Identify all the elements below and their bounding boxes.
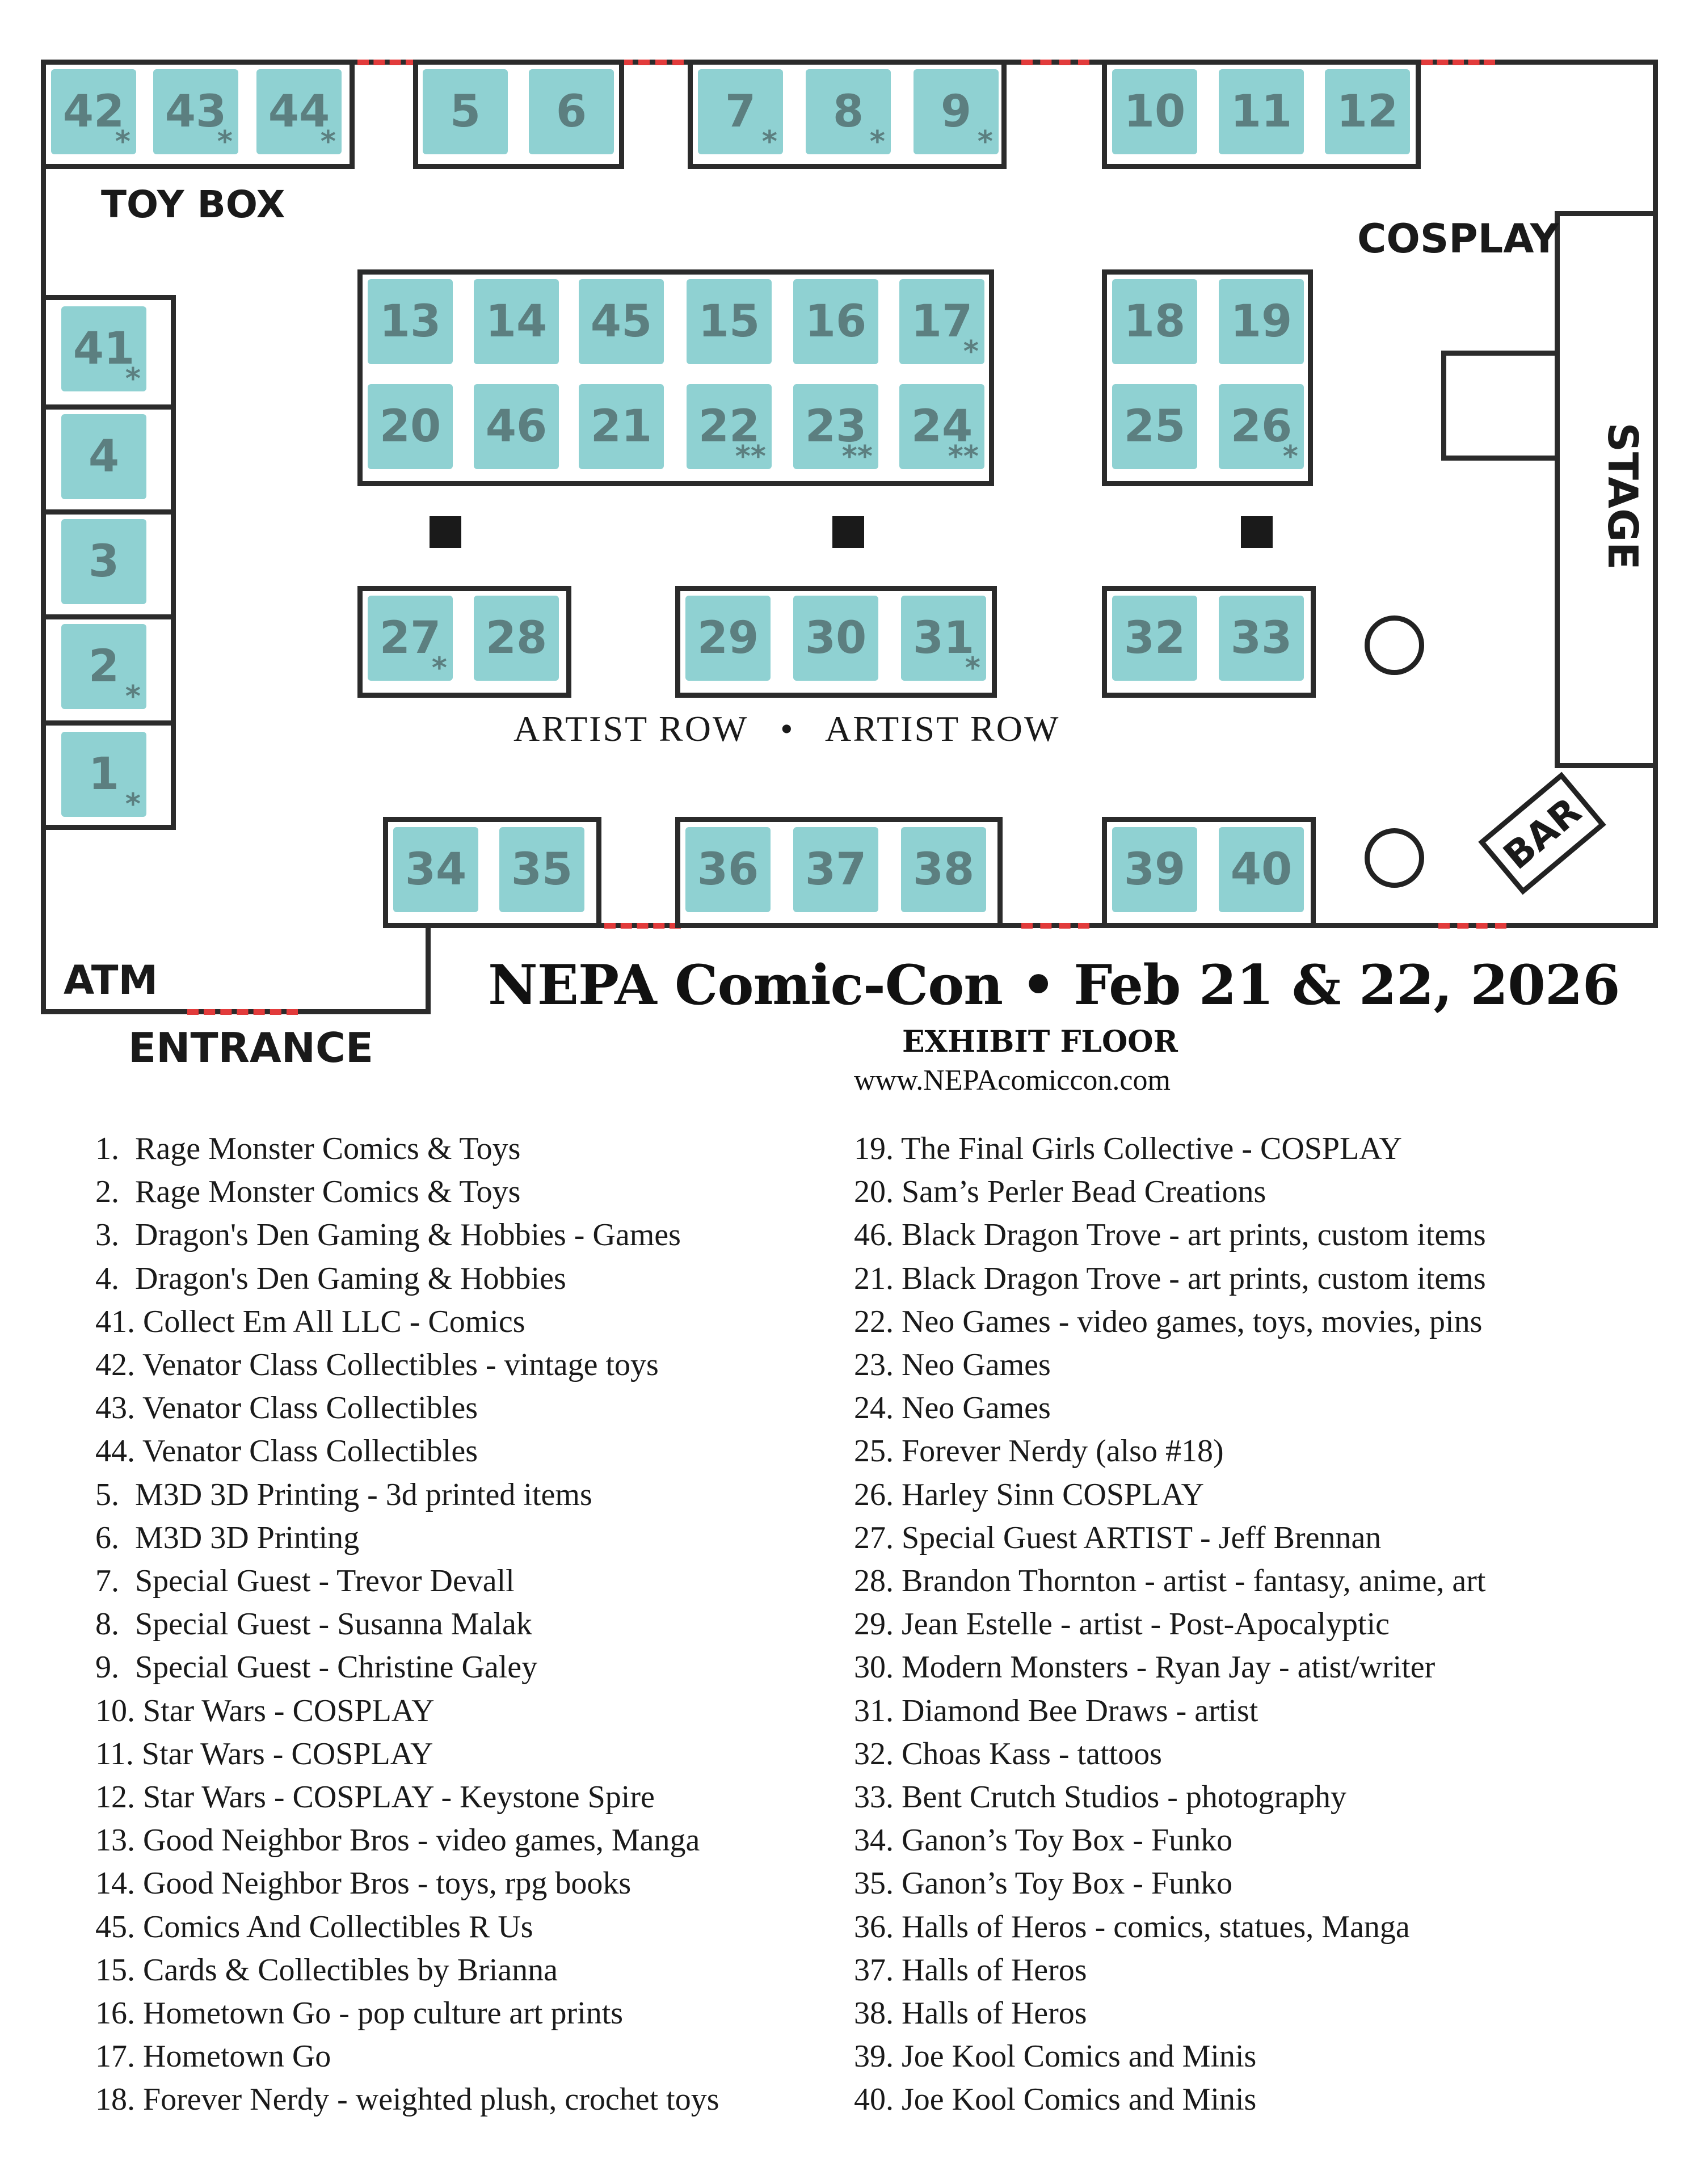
legend-item: 36. Halls of Heros - comics, statues, Manga xyxy=(854,1909,1410,1945)
booth-18[interactable] xyxy=(1112,279,1197,364)
booth-7[interactable] xyxy=(698,69,783,159)
booth-number: 23 xyxy=(805,401,867,452)
booth-number: 9 xyxy=(940,86,972,137)
booth-38[interactable] xyxy=(901,827,986,912)
booth-39[interactable] xyxy=(1112,827,1197,912)
booth-33[interactable] xyxy=(1219,596,1304,681)
booth-number: 27 xyxy=(379,613,441,664)
door-bottom-1 xyxy=(604,923,681,929)
booth-number: 12 xyxy=(1336,86,1399,137)
booth-10[interactable] xyxy=(1112,69,1197,154)
booth-23[interactable] xyxy=(793,384,878,474)
pillar-2 xyxy=(832,516,864,548)
legend-item: 33. Bent Crutch Studios - photography xyxy=(854,1780,1346,1815)
booth-marker: ** xyxy=(735,440,766,474)
door-top-1 xyxy=(357,60,417,65)
booth-marker: * xyxy=(431,651,447,685)
wall-entrance-step xyxy=(426,923,431,1014)
booth-number: 20 xyxy=(379,401,441,452)
door-top-2 xyxy=(621,60,684,65)
page-title: NEPA Comic-Con • Feb 21 & 22, 2026 xyxy=(488,953,1620,1017)
legend-item: 11. Star Wars - COSPLAY xyxy=(95,1736,433,1772)
legend-item: 4. Dragon's Den Gaming & Hobbies xyxy=(95,1260,566,1296)
booth-3[interactable] xyxy=(61,519,146,604)
legend-item: 22. Neo Games - video games, toys, movies, pins xyxy=(854,1304,1483,1339)
legend-item: 45. Comics And Collectibles R Us xyxy=(95,1909,533,1945)
booth-2[interactable] xyxy=(61,624,146,714)
booth-number: 40 xyxy=(1230,844,1293,895)
legend-item: 25. Forever Nerdy (also #18) xyxy=(854,1433,1224,1469)
booth-marker: ** xyxy=(948,440,979,474)
booth-number: 24 xyxy=(911,401,973,452)
booth-30[interactable] xyxy=(793,596,878,681)
booth-26[interactable] xyxy=(1219,384,1304,474)
booth-marker: * xyxy=(115,125,131,159)
booth-36[interactable] xyxy=(685,827,771,912)
legend-item: 40. Joe Kool Comics and Minis xyxy=(854,2082,1257,2118)
door-bottom-2 xyxy=(1021,923,1089,929)
booth-number: 17 xyxy=(911,296,973,347)
booth-11[interactable] xyxy=(1219,69,1304,154)
legend-item: 32. Choas Kass - tattoos xyxy=(854,1736,1162,1772)
booth-8[interactable] xyxy=(806,69,891,159)
booth-22[interactable] xyxy=(687,384,772,474)
booth-29[interactable] xyxy=(685,596,771,681)
booth-number: 31 xyxy=(912,613,975,664)
booth-number: 6 xyxy=(555,86,587,137)
booth-number: 36 xyxy=(697,844,759,895)
booth-number: 4 xyxy=(88,431,120,482)
booth-marker: * xyxy=(320,125,336,159)
door-top-4 xyxy=(1421,60,1495,65)
left-divider-4 xyxy=(41,720,176,726)
legend-item: 28. Brandon Thornton - artist - fantasy, anime, art xyxy=(854,1563,1486,1599)
booth-number: 5 xyxy=(449,86,481,137)
booth-number: 16 xyxy=(805,296,867,347)
legend-item: 46. Black Dragon Trove - art prints, custom items xyxy=(854,1217,1486,1253)
booth-number: 19 xyxy=(1230,296,1293,347)
legend-item: 20. Sam’s Perler Bead Creations xyxy=(854,1174,1266,1210)
booth-number: 13 xyxy=(379,296,441,347)
booth-marker: * xyxy=(125,680,141,714)
legend-item: 18. Forever Nerdy - weighted plush, crochet toys xyxy=(95,2082,719,2118)
booth-43[interactable] xyxy=(153,69,238,159)
stage-label: STAGE xyxy=(1599,423,1647,570)
booth-number: 34 xyxy=(405,844,467,895)
booth-number: 46 xyxy=(485,401,548,452)
entrance-label: ENTRANCE xyxy=(128,1024,373,1072)
booth-5[interactable] xyxy=(423,69,508,154)
booth-marker: * xyxy=(125,787,141,821)
booth-9[interactable] xyxy=(914,69,999,159)
left-divider-2 xyxy=(41,509,176,515)
legend-item: 9. Special Guest - Christine Galey xyxy=(95,1650,538,1685)
legend-item: 14. Good Neighbor Bros - toys, rpg books xyxy=(95,1866,632,1901)
booth-number: 38 xyxy=(912,844,975,895)
booth-frame-center-block xyxy=(357,269,994,486)
booth-19[interactable] xyxy=(1219,279,1304,364)
booth-42[interactable] xyxy=(51,69,136,159)
booth-number: 43 xyxy=(165,86,227,137)
booth-44[interactable] xyxy=(256,69,342,159)
booth-marker: * xyxy=(869,125,885,159)
legend-item: 3. Dragon's Den Gaming & Hobbies - Games xyxy=(95,1217,681,1253)
booth-marker: * xyxy=(1282,440,1298,474)
legend-item: 24. Neo Games xyxy=(854,1390,1051,1426)
legend-item: 26. Harley Sinn COSPLAY xyxy=(854,1477,1205,1512)
booth-15[interactable] xyxy=(687,279,772,364)
legend-item: 44. Venator Class Collectibles xyxy=(95,1433,478,1469)
page-subtitle: EXHIBIT FLOOR xyxy=(902,1024,1178,1059)
booth-21[interactable] xyxy=(579,384,664,469)
door-entrance xyxy=(187,1009,298,1015)
booth-number: 22 xyxy=(698,401,760,452)
booth-45[interactable] xyxy=(579,279,664,364)
legend-item: 21. Black Dragon Trove - art prints, custom items xyxy=(854,1260,1486,1296)
booth-number: 15 xyxy=(698,296,760,347)
booth-number: 37 xyxy=(805,844,867,895)
booth-number: 1 xyxy=(88,749,120,800)
booth-41[interactable] xyxy=(61,306,146,396)
legend-item: 19. The Final Girls Collective - COSPLAY xyxy=(854,1131,1402,1166)
legend-item: 16. Hometown Go - pop culture art prints xyxy=(95,1996,624,2031)
legend-item: 39. Joe Kool Comics and Minis xyxy=(854,2039,1257,2075)
artist-row-label: ARTIST ROW • ARTIST ROW xyxy=(513,709,1060,749)
booth-marker: * xyxy=(217,125,233,159)
legend-item: 42. Venator Class Collectibles - vintage toys xyxy=(95,1347,659,1382)
pillar-3 xyxy=(1241,516,1273,548)
website-url[interactable]: www.NEPAcomiccon.com xyxy=(854,1064,1171,1097)
booth-25[interactable] xyxy=(1112,384,1197,469)
legend-item: 1. Rage Monster Comics & Toys xyxy=(95,1131,521,1166)
booth-34[interactable] xyxy=(393,827,478,912)
booth-number: 41 xyxy=(73,323,135,374)
legend-item: 23. Neo Games xyxy=(854,1347,1051,1382)
legend-item: 27. Special Guest ARTIST - Jeff Brennan xyxy=(854,1520,1382,1555)
legend-item: 31. Diamond Bee Draws - artist xyxy=(854,1693,1258,1728)
booth-number: 29 xyxy=(697,613,759,664)
booth-40[interactable] xyxy=(1219,827,1304,912)
booth-number: 28 xyxy=(485,613,548,664)
booth-16[interactable] xyxy=(793,279,878,364)
round-table-2 xyxy=(1365,828,1424,888)
booth-1[interactable] xyxy=(61,732,146,821)
booth-number: 8 xyxy=(832,86,864,137)
booth-marker: * xyxy=(977,125,993,159)
legend-item: 29. Jean Estelle - artist - Post-Apocalyptic xyxy=(854,1607,1390,1642)
stage-box xyxy=(1441,351,1560,461)
door-bottom-3 xyxy=(1438,923,1506,929)
booth-number: 35 xyxy=(511,844,573,895)
booth-number: 44 xyxy=(268,86,330,137)
legend-item: 43. Venator Class Collectibles xyxy=(95,1390,478,1426)
legend-item: 13. Good Neighbor Bros - video games, Manga xyxy=(95,1823,700,1858)
atm-label: ATM xyxy=(64,957,158,1004)
legend-item: 8. Special Guest - Susanna Malak xyxy=(95,1607,532,1642)
legend-item: 6. M3D 3D Printing xyxy=(95,1520,360,1555)
legend-item: 17. Hometown Go xyxy=(95,2039,331,2075)
legend-item: 30. Modern Monsters - Ryan Jay - atist/writer xyxy=(854,1650,1436,1685)
booth-46[interactable] xyxy=(474,384,559,469)
round-table-1 xyxy=(1365,615,1424,675)
booth-number: 25 xyxy=(1123,401,1186,452)
legend-item: 41. Collect Em All LLC - Comics xyxy=(95,1304,525,1339)
booth-37[interactable] xyxy=(793,827,878,912)
booth-marker: * xyxy=(125,362,141,396)
booth-12[interactable] xyxy=(1325,69,1410,154)
booth-number: 10 xyxy=(1123,86,1186,137)
booth-4[interactable] xyxy=(61,414,146,499)
booth-number: 14 xyxy=(485,296,548,347)
booth-31[interactable] xyxy=(901,596,986,685)
booth-13[interactable] xyxy=(368,279,453,364)
bar-label: BAR xyxy=(1495,789,1590,878)
booth-35[interactable] xyxy=(499,827,584,912)
booth-number: 42 xyxy=(62,86,125,137)
booth-28[interactable] xyxy=(474,596,559,681)
booth-32[interactable] xyxy=(1112,596,1197,681)
booth-24[interactable] xyxy=(899,384,984,474)
booth-marker: * xyxy=(963,335,979,369)
legend-item: 38. Halls of Heros xyxy=(854,1996,1087,2031)
booth-number: 2 xyxy=(88,641,120,692)
legend-item: 2. Rage Monster Comics & Toys xyxy=(95,1174,521,1210)
legend-item: 5. M3D 3D Printing - 3d printed items xyxy=(95,1477,592,1512)
legend-item: 34. Ganon’s Toy Box - Funko xyxy=(854,1823,1233,1858)
booth-20[interactable] xyxy=(368,384,453,469)
toy-box-label: TOY BOX xyxy=(101,183,285,226)
booth-number: 39 xyxy=(1123,844,1186,895)
legend-item: 12. Star Wars - COSPLAY - Keystone Spire xyxy=(95,1780,655,1815)
legend-item: 7. Special Guest - Trevor Devall xyxy=(95,1563,515,1599)
booth-number: 7 xyxy=(725,86,756,137)
legend-item: 15. Cards & Collectibles by Brianna xyxy=(95,1952,558,1988)
cosplay-label: COSPLAY xyxy=(1357,216,1559,262)
left-divider-3 xyxy=(41,614,176,619)
pillar-1 xyxy=(430,516,461,548)
booth-27[interactable] xyxy=(368,596,453,685)
booth-marker: ** xyxy=(841,440,873,474)
booth-number: 33 xyxy=(1230,613,1293,664)
booth-number: 21 xyxy=(590,401,653,452)
booth-marker: * xyxy=(761,125,777,159)
left-divider-1 xyxy=(41,404,176,410)
legend-item: 10. Star Wars - COSPLAY xyxy=(95,1693,435,1728)
booth-14[interactable] xyxy=(474,279,559,364)
booth-number: 30 xyxy=(805,613,867,664)
door-top-3 xyxy=(1021,60,1089,65)
booth-number: 45 xyxy=(590,296,653,347)
booth-number: 11 xyxy=(1230,86,1293,137)
booth-number: 18 xyxy=(1123,296,1186,347)
booth-number: 32 xyxy=(1123,613,1186,664)
booth-marker: * xyxy=(965,651,980,685)
booth-number: 26 xyxy=(1230,401,1293,452)
legend-item: 35. Ganon’s Toy Box - Funko xyxy=(854,1866,1233,1901)
booth-17[interactable] xyxy=(899,279,984,369)
booth-6[interactable] xyxy=(529,69,614,154)
bar xyxy=(1478,772,1606,895)
booth-number: 3 xyxy=(88,536,120,587)
legend-item: 37. Halls of Heros xyxy=(854,1952,1087,1988)
